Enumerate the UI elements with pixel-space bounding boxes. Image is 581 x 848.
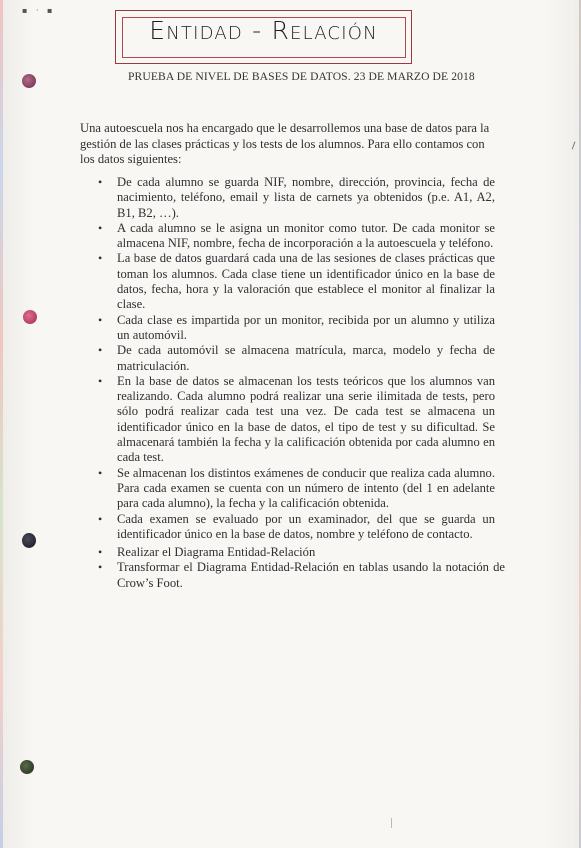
margin-mark xyxy=(391,818,392,828)
binder-hole xyxy=(23,310,37,324)
page-left-edge xyxy=(0,0,3,848)
list-item: • Cada clase es impartida por un monitor, recibida por un alumno y utiliza un automóvil. xyxy=(85,313,495,344)
task-item: • Realizar el Diagrama Entidad-Relación xyxy=(85,545,505,560)
title-frame xyxy=(115,10,412,64)
list-item: • Se almacenan los distintos exámenes de conducir que realiza cada alumno. Para cada examen se cuenta con un número de intento (del 1 en adelante para cada alumno), la fecha y la calificación obtenida. xyxy=(85,466,495,512)
list-item: • Cada examen se evaluado por un examinador, del que se guarda un identificador único en la base de datos, nombre y teléfono de contacto. xyxy=(85,512,495,543)
tasks-list xyxy=(85,545,505,591)
binder-hole xyxy=(20,760,34,774)
page-title: Entidad - Relación xyxy=(149,16,378,45)
binder-hole xyxy=(22,74,36,88)
list-item: • De cada alumno se guarda NIF, nombre, dirección, provincia, fecha de nacimiento, teléfono, email y lista de carnets ya obtenidos (p.e. A1, A2, B1, B2, …). xyxy=(85,175,495,221)
intro-paragraph: Una autoescuela nos ha encargado que le desarrollemos una base de datos para la gestión de las clases prácticas y los tests de los alumnos. Para ello contamos con los datos siguientes: xyxy=(80,121,490,166)
list-item: • La base de datos guardará cada una de las sesiones de clases prácticas que toman los alumnos. Cada clase tiene un identificador único en la base de datos, fecha, hora y la valoración que establece el monitor al finalizar la clase. xyxy=(85,251,495,312)
requirements-list xyxy=(85,175,495,542)
exam-subtitle: PRUEBA DE NIVEL DE BASES DE DATOS. 23 DE MARZO DE 2018 xyxy=(128,70,475,83)
task-item: • Transformar el Diagrama Entidad-Relación en tablas usando la notación de Crow’s Foot. xyxy=(85,560,505,591)
list-item: • En la base de datos se almacenan los tests teóricos que los alumnos van realizando. Cada alumno podrá realizar una serie ilimitada de tests, pero sólo podrá realizar cada test una vez. De cada test se almacena un identificador único en la base de datos, el tipo de test y su dificultad. Se almacenará también la fecha y la calificación obtenida por cada alumno en cada test. xyxy=(85,374,495,466)
list-item: • A cada alumno se le asigna un monitor como tutor. De cada monitor se almacena NIF, nombre, fecha de incorporación a la autoescuela y teléfono. xyxy=(85,221,495,252)
binder-hole xyxy=(22,533,36,548)
corner-marks: ▪ · ▪ xyxy=(22,6,56,15)
list-item: • De cada automóvil se almacena matrícula, marca, modelo y fecha de matriculación. xyxy=(85,343,495,374)
